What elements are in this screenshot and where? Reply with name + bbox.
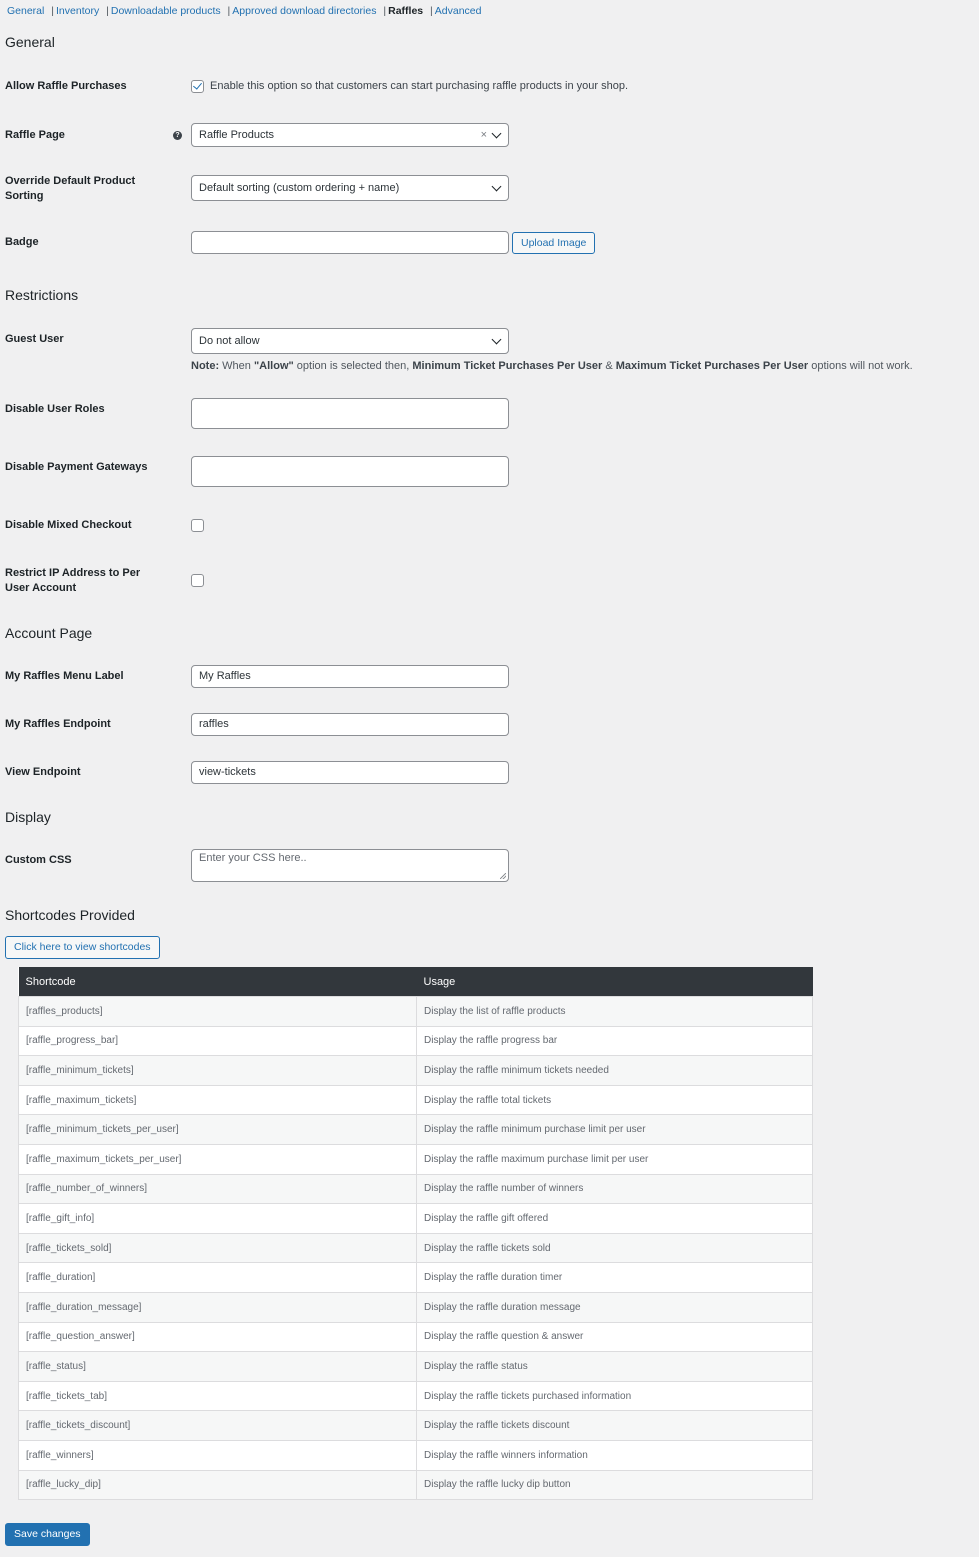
table-row bbox=[19, 1204, 813, 1234]
subnav-raffles-current: Raffles bbox=[388, 5, 424, 17]
table-row bbox=[19, 1174, 813, 1204]
disable-mixed-checkout-label: Disable Mixed Checkout bbox=[5, 519, 132, 531]
disable-user-roles-select[interactable] bbox=[191, 398, 509, 429]
usage-cell: Display the raffle question & answer bbox=[417, 1322, 813, 1352]
table-row bbox=[19, 1056, 813, 1086]
table-header-row bbox=[19, 967, 813, 997]
table-row bbox=[19, 1440, 813, 1470]
disable-payment-gateways-select[interactable] bbox=[191, 456, 509, 487]
table-row bbox=[19, 1233, 813, 1263]
chevron-down-icon bbox=[492, 182, 502, 192]
endpoint-label: My Raffles Endpoint bbox=[5, 718, 111, 730]
raffle-page-selected-value: Raffle Products bbox=[199, 129, 275, 141]
override-sorting-selected-value: Default sorting (custom ordering + name) bbox=[199, 182, 400, 194]
subnav-general[interactable]: General bbox=[7, 5, 45, 17]
shortcode-cell: [raffle_gift_info] bbox=[19, 1204, 417, 1234]
subnav-approved-download-directories[interactable]: Approved download directories bbox=[232, 5, 377, 17]
note-prefix: Note: bbox=[191, 360, 220, 372]
badge-label: Badge bbox=[5, 236, 39, 248]
section-title-account-page: Account Page bbox=[5, 625, 93, 641]
shortcode-cell: [raffle_number_of_winners] bbox=[19, 1174, 417, 1204]
note-min-option: Minimum Ticket Purchases Per User bbox=[412, 360, 603, 372]
usage-cell: Display the raffle tickets sold bbox=[417, 1233, 813, 1263]
view-endpoint-label: View Endpoint bbox=[5, 766, 81, 778]
usage-cell: Display the raffle minimum tickets needed bbox=[417, 1056, 813, 1086]
guest-user-label: Guest User bbox=[5, 333, 64, 345]
shortcodes-table bbox=[18, 967, 813, 1500]
note-text: When bbox=[219, 360, 254, 372]
override-sorting-select[interactable] bbox=[191, 175, 509, 201]
table-row bbox=[19, 1026, 813, 1056]
note-text: options will not work. bbox=[808, 360, 913, 372]
section-title-general: General bbox=[5, 34, 55, 50]
save-changes-button[interactable]: Save changes bbox=[5, 1523, 90, 1546]
resize-grip-icon[interactable] bbox=[500, 873, 506, 879]
disable-payment-gateways-label: Disable Payment Gateways bbox=[5, 461, 148, 473]
usage-cell: Display the raffle duration timer bbox=[417, 1263, 813, 1293]
view-shortcodes-button[interactable]: Click here to view shortcodes bbox=[5, 936, 160, 959]
table-row bbox=[19, 1292, 813, 1322]
note-max-option: Maximum Ticket Purchases Per User bbox=[615, 360, 809, 372]
usage-cell: Display the raffle total tickets bbox=[417, 1085, 813, 1115]
usage-cell: Display the raffle lucky dip button bbox=[417, 1470, 813, 1500]
subnav-inventory[interactable]: Inventory bbox=[56, 5, 100, 17]
section-title-restrictions: Restrictions bbox=[5, 287, 79, 303]
shortcode-cell: [raffle_tickets_sold] bbox=[19, 1233, 417, 1263]
table-row bbox=[19, 1144, 813, 1174]
view-endpoint-input[interactable]: view-tickets bbox=[191, 761, 509, 784]
shortcode-cell: [raffle_minimum_tickets_per_user] bbox=[19, 1115, 417, 1145]
section-title-shortcodes: Shortcodes Provided bbox=[5, 907, 135, 923]
custom-css-label: Custom CSS bbox=[5, 854, 72, 866]
subnav-separator: | bbox=[383, 5, 387, 17]
subnav-separator: | bbox=[51, 5, 55, 17]
settings-subnav bbox=[7, 5, 481, 17]
subnav-separator: | bbox=[227, 5, 231, 17]
shortcode-cell: [raffle_maximum_tickets] bbox=[19, 1085, 417, 1115]
raffle-page-select[interactable] bbox=[191, 123, 509, 147]
table-row bbox=[19, 1381, 813, 1411]
shortcode-cell: [raffle_progress_bar] bbox=[19, 1026, 417, 1056]
usage-cell: Display the raffle progress bar bbox=[417, 1026, 813, 1056]
usage-cell: Display the raffle gift offered bbox=[417, 1204, 813, 1234]
badge-input[interactable] bbox=[191, 231, 509, 254]
allow-raffle-purchases-label: Allow Raffle Purchases bbox=[5, 80, 127, 92]
table-row bbox=[19, 1411, 813, 1441]
column-header-usage: Usage bbox=[417, 967, 813, 997]
restrict-ip-label: Restrict IP Address to Per User Account bbox=[5, 567, 141, 594]
disable-user-roles-label: Disable User Roles bbox=[5, 403, 105, 415]
allow-raffle-purchases-checkbox[interactable] bbox=[191, 80, 204, 93]
shortcode-cell: [raffle_tickets_tab] bbox=[19, 1381, 417, 1411]
shortcode-cell: [raffles_products] bbox=[19, 997, 417, 1027]
chevron-down-icon bbox=[492, 129, 502, 139]
subnav-separator: | bbox=[106, 5, 109, 17]
custom-css-placeholder: Enter your CSS here.. bbox=[199, 852, 307, 864]
usage-cell: Display the raffle status bbox=[417, 1352, 813, 1382]
note-text: option is selected then, bbox=[293, 360, 413, 372]
menu-label-label: My Raffles Menu Label bbox=[5, 670, 124, 682]
question-circle-icon[interactable]: ? bbox=[173, 131, 182, 140]
note-text: & bbox=[602, 360, 616, 372]
usage-cell: Display the raffle minimum purchase limit per user bbox=[417, 1115, 813, 1145]
disable-mixed-checkout-checkbox[interactable] bbox=[191, 519, 204, 532]
guest-user-select[interactable] bbox=[191, 328, 509, 354]
menu-label-input[interactable]: My Raffles bbox=[191, 665, 509, 688]
usage-cell: Display the raffle tickets discount bbox=[417, 1411, 813, 1441]
shortcode-cell: [raffle_minimum_tickets] bbox=[19, 1056, 417, 1086]
raffle-page-label: Raffle Page bbox=[5, 129, 65, 141]
table-row bbox=[19, 1322, 813, 1352]
note-allow: "Allow" bbox=[253, 360, 294, 372]
usage-cell: Display the raffle duration message bbox=[417, 1292, 813, 1322]
usage-cell: Display the raffle winners information bbox=[417, 1440, 813, 1470]
shortcode-cell: [raffle_winners] bbox=[19, 1440, 417, 1470]
restrict-ip-checkbox[interactable] bbox=[191, 574, 204, 587]
shortcode-cell: [raffle_status] bbox=[19, 1352, 417, 1382]
upload-image-button[interactable]: Upload Image bbox=[512, 232, 595, 254]
shortcode-cell: [raffle_duration_message] bbox=[19, 1292, 417, 1322]
column-header-shortcode: Shortcode bbox=[19, 967, 417, 997]
usage-cell: Display the raffle maximum purchase limit per user bbox=[417, 1144, 813, 1174]
shortcode-cell: [raffle_maximum_tickets_per_user] bbox=[19, 1144, 417, 1174]
table-row bbox=[19, 1085, 813, 1115]
shortcode-cell: [raffle_lucky_dip] bbox=[19, 1470, 417, 1500]
table-row bbox=[19, 1352, 813, 1382]
guest-user-note bbox=[191, 360, 913, 372]
subnav-downloadable-products[interactable]: Downloadable products bbox=[110, 5, 221, 17]
shortcode-cell: [raffle_duration] bbox=[19, 1263, 417, 1293]
usage-cell: Display the raffle tickets purchased information bbox=[417, 1381, 813, 1411]
chevron-down-icon bbox=[492, 335, 502, 345]
usage-cell: Display the list of raffle products bbox=[417, 997, 813, 1027]
table-row bbox=[19, 1470, 813, 1500]
clear-selection-icon[interactable]: × bbox=[480, 129, 487, 141]
shortcodes-table-body bbox=[19, 997, 813, 1500]
custom-css-textarea[interactable] bbox=[191, 849, 509, 882]
shortcode-cell: [raffle_question_answer] bbox=[19, 1322, 417, 1352]
override-sorting-label: Override Default Product Sorting bbox=[5, 175, 136, 202]
shortcode-cell: [raffle_tickets_discount] bbox=[19, 1411, 417, 1441]
section-title-display: Display bbox=[5, 809, 51, 825]
table-row bbox=[19, 1115, 813, 1145]
table-row bbox=[19, 1263, 813, 1293]
usage-cell: Display the raffle number of winners bbox=[417, 1174, 813, 1204]
allow-raffle-purchases-description: Enable this option so that customers can start purchasing raffle products in your shop. bbox=[210, 80, 629, 92]
table-row bbox=[19, 997, 813, 1027]
subnav-advanced[interactable]: Advanced bbox=[434, 5, 482, 17]
endpoint-input[interactable]: raffles bbox=[191, 713, 509, 736]
subnav-separator: | bbox=[430, 5, 433, 17]
guest-user-selected-value: Do not allow bbox=[199, 335, 260, 347]
